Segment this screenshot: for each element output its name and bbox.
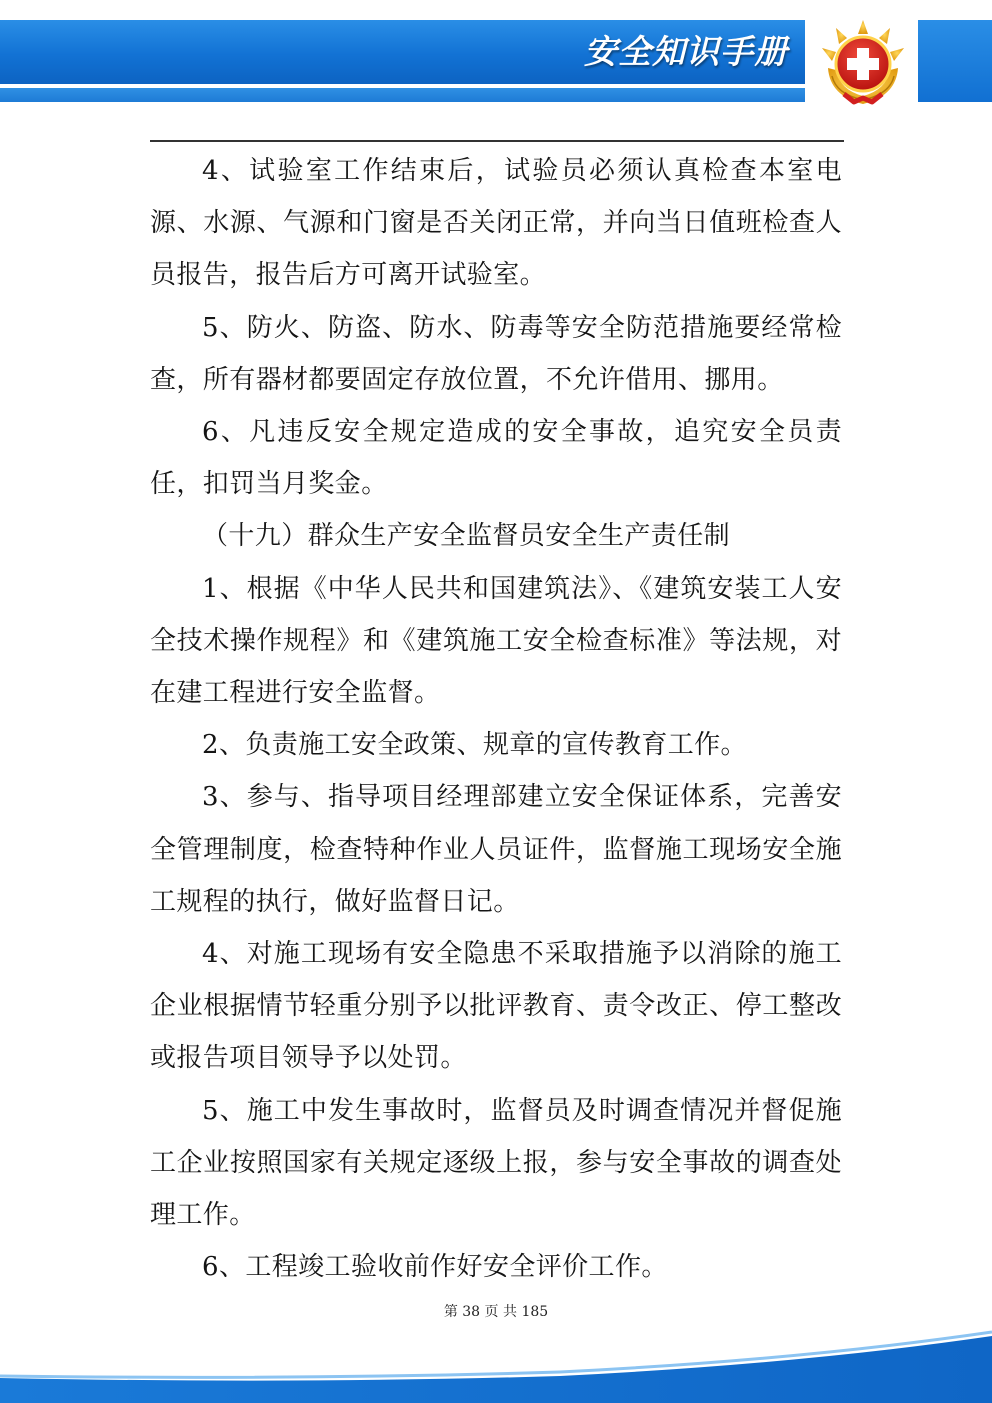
manual-title: 安全知识手册	[584, 32, 788, 71]
section-heading: （十九）群众生产安全监督员安全生产责任制	[202, 521, 731, 552]
safety-cross-emblem-icon	[814, 16, 912, 108]
header-band-right	[918, 20, 992, 102]
paragraph: 6、凡违反安全规定造成的安全事故，追究安全员责任，扣罚当月奖金。	[150, 417, 842, 500]
paragraph: 4、对施工现场有安全隐患不采取措施予以消除的施工企业根据情节轻重分别予以批评教育、责令改正、停工整改或报告项目领导予以处罚。	[150, 939, 842, 1074]
page-header	[0, 0, 992, 112]
header-band-lower	[0, 88, 805, 102]
header-divider	[150, 140, 844, 142]
paragraph: 6、工程竣工验收前作好安全评价工作。	[202, 1252, 668, 1283]
page-number: 第 38 页 共 185	[443, 1304, 549, 1320]
footer-wave-decoration	[0, 1318, 992, 1403]
document-body	[150, 145, 842, 1293]
paragraph: 4、试验室工作结束后，试验员必须认真检查本室电源、水源、气源和门窗是否关闭正常，并向当日值班检查人员报告，报告后方可离开试验室。	[150, 156, 842, 291]
paragraph: 2、负责施工安全政策、规章的宣传教育工作。	[202, 730, 747, 761]
paragraph: 5、施工中发生事故时，监督员及时调查情况并督促施工企业按照国家有关规定逐级上报，参与安全事故的调查处理工作。	[150, 1095, 842, 1231]
paragraph: 1、根据《中华人民共和国建筑法》、《建筑安装工人安全技术操作规程》和《建筑施工安全检查标准》等法规，对在建工程进行安全监督。	[150, 573, 842, 709]
paragraph: 5、防火、防盗、防水、防毒等安全防范措施要经常检查，所有器材都要固定存放位置，不允许借用、挪用。	[150, 312, 842, 395]
paragraph: 3、参与、指导项目经理部建立安全保证体系，完善安全管理制度，检查特种作业人员证件，监督施工现场安全施工规程的执行，做好监督日记。	[150, 782, 842, 917]
